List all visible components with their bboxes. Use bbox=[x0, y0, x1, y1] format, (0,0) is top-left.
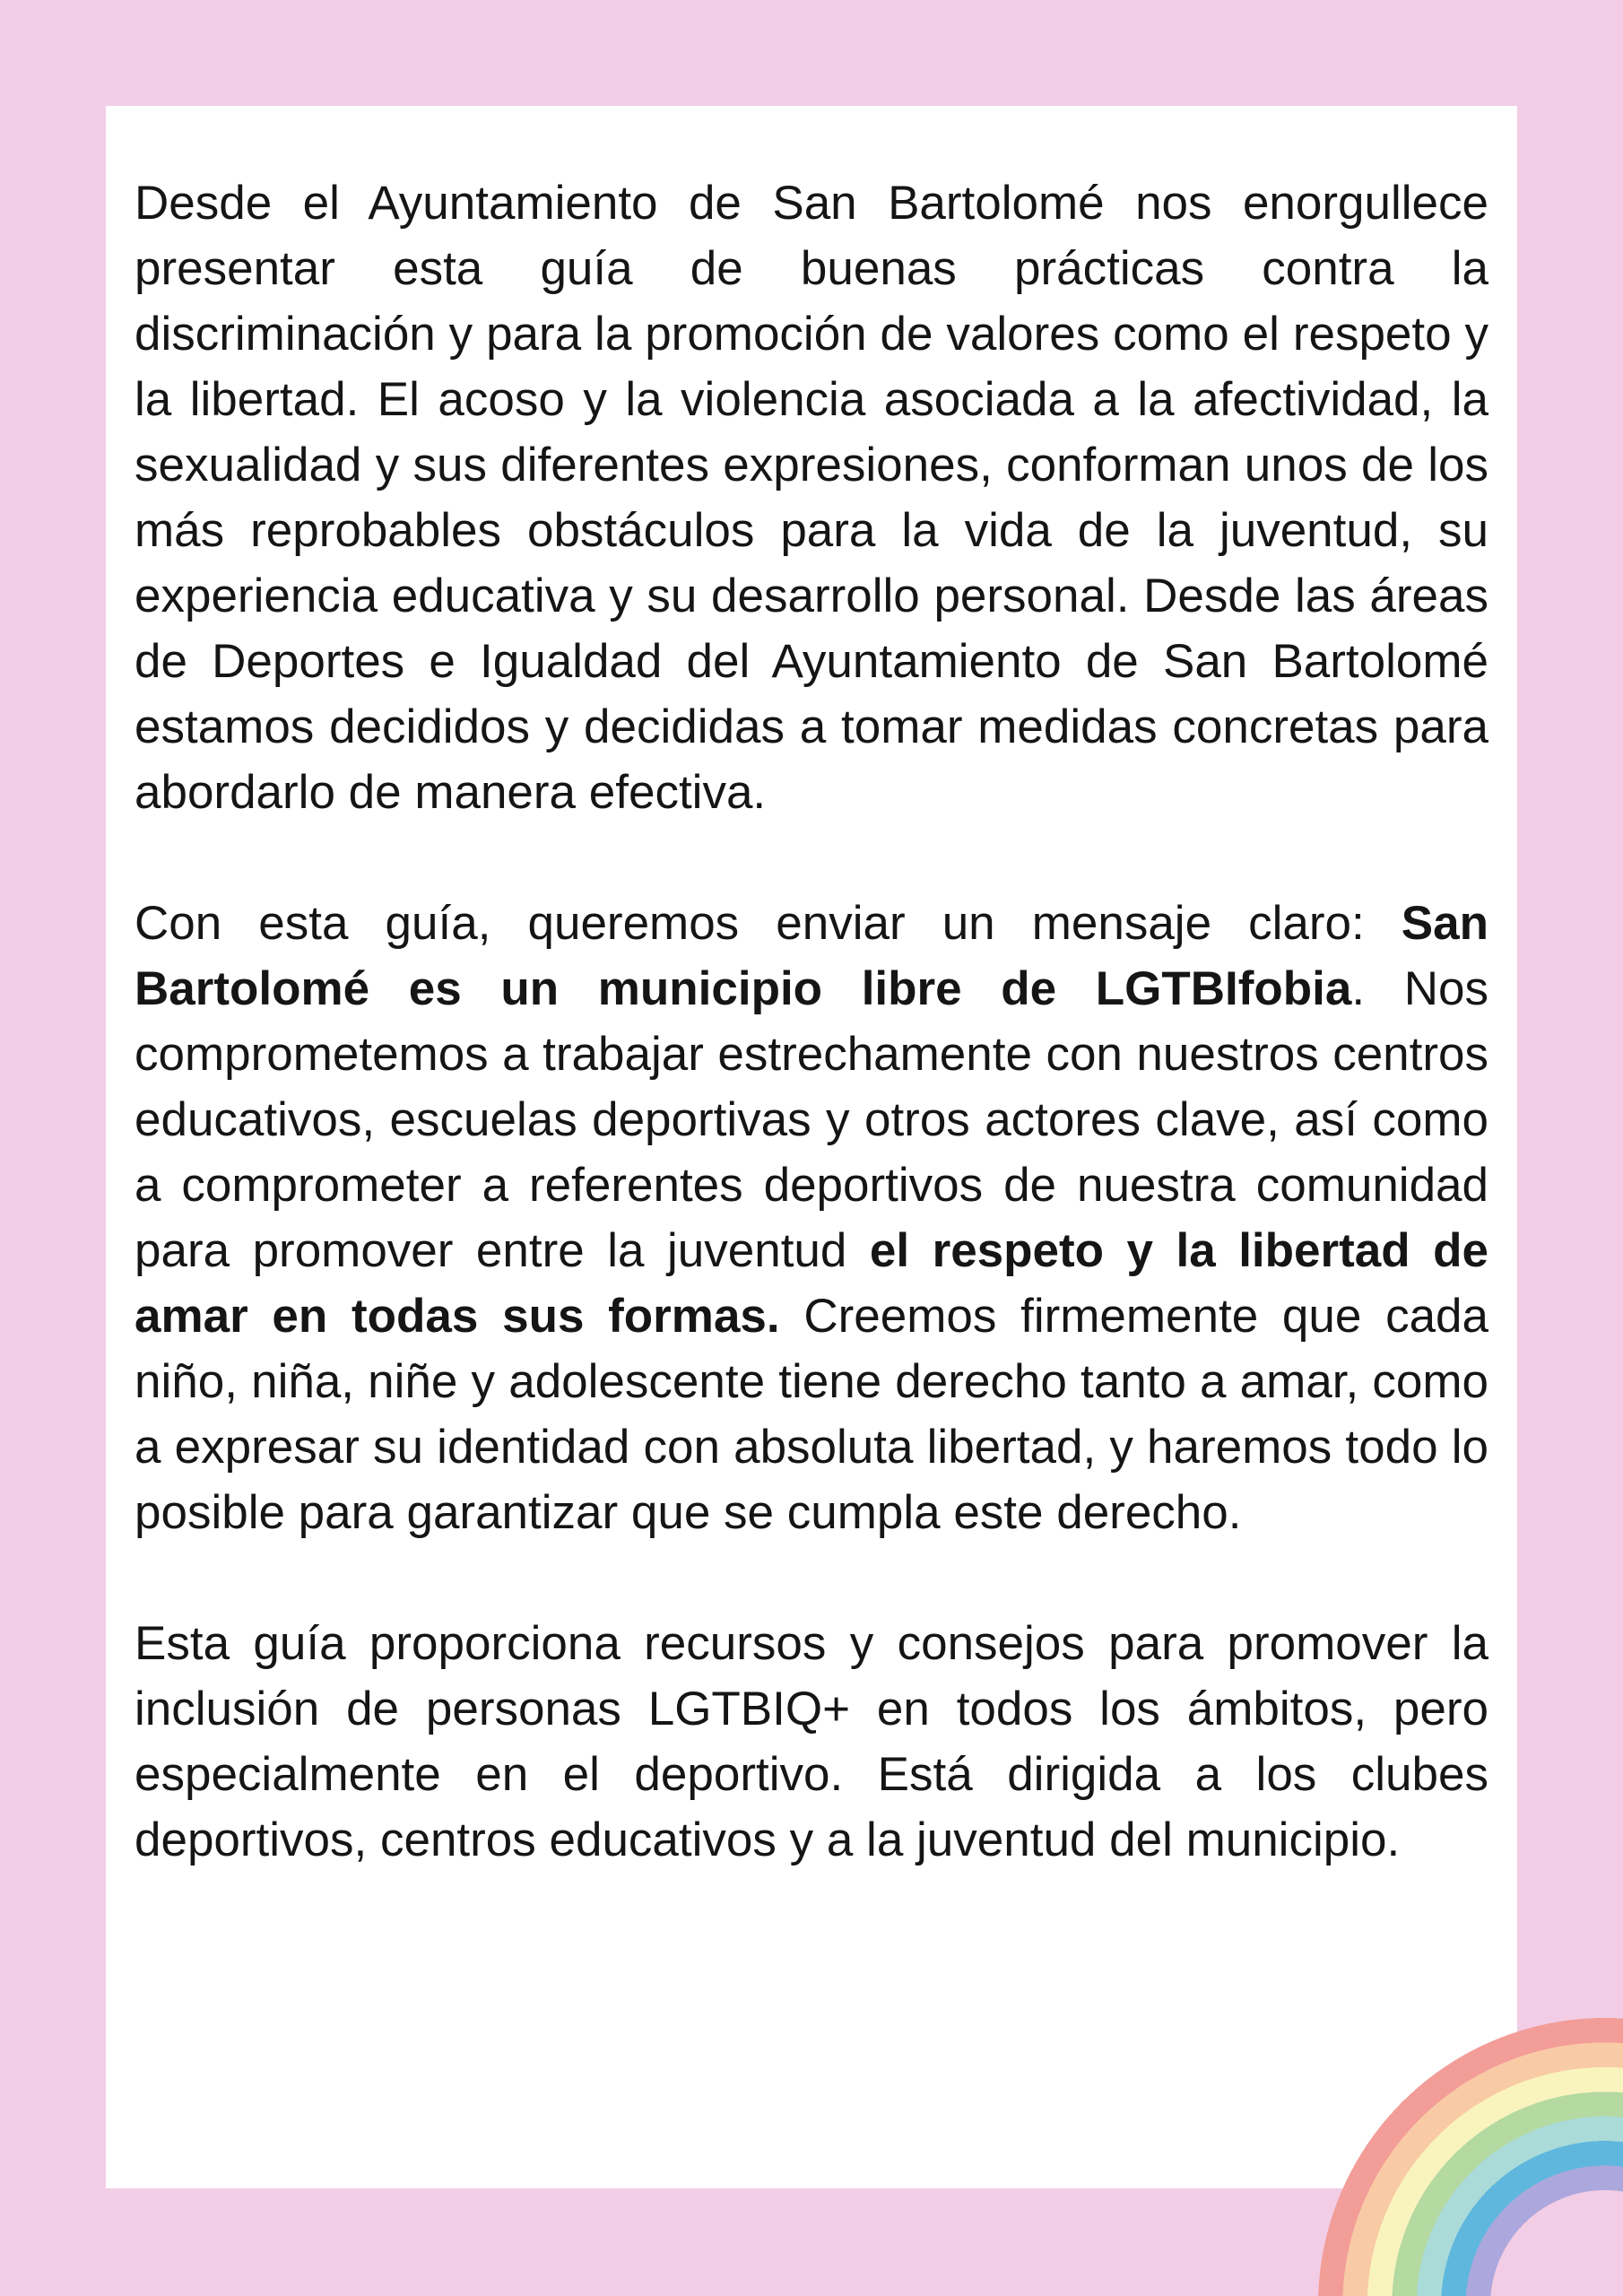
text-segment: Esta guía proporciona recursos y consejos para promover la inclusión de personas LGTBIQ+ en todos los ámbitos, pero especialmente en el deportivo. Está dirigida a los clubes deportivos, centros educativos y a la juventud del municipio. bbox=[135, 1617, 1488, 1866]
text-segment: Con esta guía, queremos enviar un mensaje claro: bbox=[135, 897, 1402, 950]
paragraph bbox=[135, 170, 1488, 825]
text-segment: . Nos comprometemos a trabajar estrechamente con nuestros centros educativos, escuelas deportivas y otros actores clave, así como a comprometer a referentes deportivos de nuestra comunidad para promover entre la juventud bbox=[135, 962, 1489, 1277]
paragraph bbox=[135, 891, 1488, 1545]
bold-text-segment: el respeto y la libertad de amar en todas sus formas. bbox=[135, 1224, 1488, 1343]
document-text bbox=[135, 170, 1488, 1873]
paragraph bbox=[135, 1611, 1488, 1873]
content-card bbox=[106, 106, 1517, 2188]
bold-text-segment: San Bartolomé es un municipio libre de LGTBIfobia bbox=[135, 897, 1488, 1015]
text-segment: Creemos firmemente que cada niño, niña, niñe y adolescente tiene derecho tanto a amar, como a expresar su identidad con absoluta libertad, y haremos todo lo posible para garantizar que se cumpla este derecho. bbox=[135, 1290, 1488, 1539]
text-segment: Desde el Ayuntamiento de San Bartolomé nos enorgullece presentar esta guía de buenas prácticas contra la discriminación y para la promoción de valores como el respeto y la libertad. El acoso y la violencia asociada a la afectividad, la sexualidad y sus diferentes expresiones, conforman unos de los más reprobables obstáculos para la vida de la juventud, su experiencia educativa y su desarrollo personal. Desde las áreas de Deportes e Igualdad del Ayuntamiento de San Bartolomé estamos decididos y decididas a tomar medidas concretas para abordarlo de manera efectiva. bbox=[135, 177, 1488, 819]
